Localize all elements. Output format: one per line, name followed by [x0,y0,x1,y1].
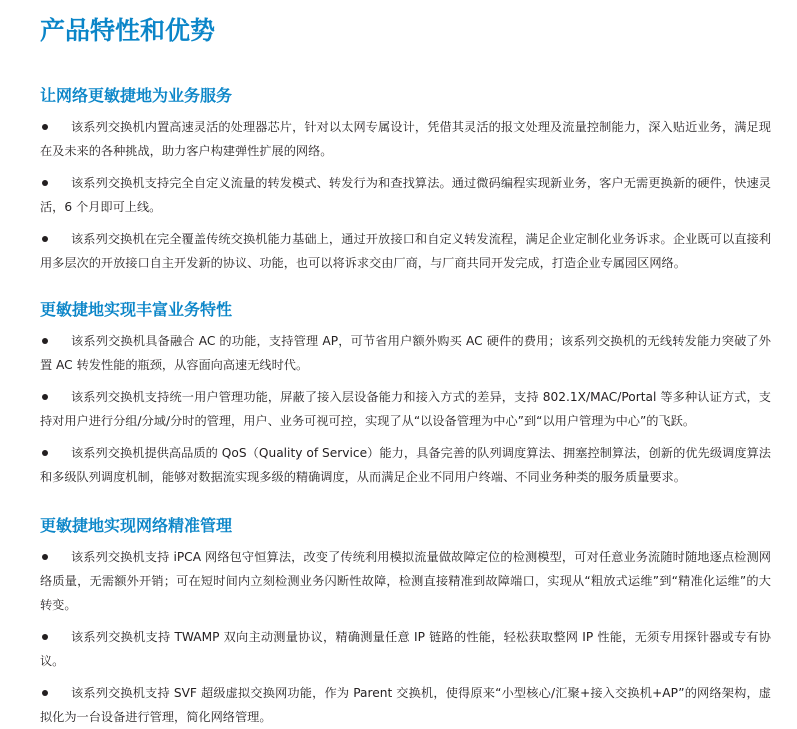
bullet-text: 该系列交换机支持统一用户管理功能，屏蔽了接入层设备能力和接入方式的差异，支持 802.1X/MAC/Portal 等多种认证方式，支持对用户进行分组/分域/分时的管理，用户、业务可视可控，实现了从“以设备管理为中心”到“以用户管理为中心”的飞跃。 [40,390,771,428]
bullet-list [40,115,771,275]
section-agile-business-network [40,86,771,275]
bullet-text: 该系列交换机支持 iPCA 网络包守恒算法，改变了传统利用模拟流量做故障定位的检测模型，可对任意业务流随时随地逐点检测网络质量，无需额外开销；可在短时间内立刻检测业务闪断性故障，检测直接精准到故障端口，实现从“粗放式运维”到“精准化运维”的大转变。 [40,550,771,612]
bullet-text: 该系列交换机支持完全自定义流量的转发模式、转发行为和查找算法。通过微码编程实现新业务，客户无需更换新的硬件，快速灵活，6 个月即可上线。 [40,176,771,214]
bullet-dot-icon [42,450,48,456]
bullet-dot-icon [42,180,48,186]
bullet-item [40,385,771,433]
bullet-text: 该系列交换机具备融合 AC 的功能，支持管理 AP，可节省用户额外购买 AC 硬件的费用；该系列交换机的无线转发能力突破了外置 AC 转发性能的瓶颈，从容面向高速无线时代。 [40,334,771,372]
bullet-dot-icon [42,690,48,696]
bullet-dot-icon [42,236,48,242]
bullet-list [40,545,771,729]
bullet-dot-icon [42,124,48,130]
section-heading: 更敏捷地实现网络精准管理 [40,516,233,535]
section-heading: 更敏捷地实现丰富业务特性 [40,300,233,319]
bullet-text: 该系列交换机支持 SVF 超级虚拟交换网功能，作为 Parent 交换机，使得原来“小型核心/汇聚+接入交换机+AP”的网络架构，虚拟化为一台设备进行管理，简化网络管理。 [40,686,771,724]
bullet-dot-icon [42,554,48,560]
bullet-text: 该系列交换机在完全覆盖传统交换机能力基础上，通过开放接口和自定义转发流程，满足企业定制化业务诉求。企业既可以直接利用多层次的开放接口自主开发新的协议、功能，也可以将诉求交由厂商，与厂商共同开发完成，打造企业专属园区网络。 [40,232,771,270]
bullet-dot-icon [42,338,48,344]
bullet-dot-icon [42,634,48,640]
bullet-text: 该系列交换机提供高品质的 QoS（Quality of Service）能力，具备完善的队列调度算法、拥塞控制算法，创新的优先级调度算法和多级队列调度机制，能够对数据流实现多级的精确调度，从而满足企业不同用户终端、不同业务种类的服务质量要求。 [40,446,771,484]
section-rich-service-features [40,300,771,489]
bullet-item [40,227,771,275]
bullet-item [40,625,771,673]
bullet-list [40,329,771,489]
bullet-dot-icon [42,394,48,400]
bullet-item [40,681,771,729]
bullet-item [40,171,771,219]
bullet-text: 该系列交换机内置高速灵活的处理器芯片，针对以太网专属设计，凭借其灵活的报文处理及流量控制能力，深入贴近业务，满足现在及未来的各种挑战，助力客户构建弹性扩展的网络。 [40,120,771,158]
page-title: 产品特性和优势 [40,16,216,45]
section-heading: 让网络更敏捷地为业务服务 [40,86,233,105]
bullet-text: 该系列交换机支持 TWAMP 双向主动测量协议，精确测量任意 IP 链路的性能，轻松获取整网 IP 性能，无须专用探针器或专有协议。 [40,630,771,668]
bullet-item [40,545,771,617]
bullet-item [40,329,771,377]
section-precise-network-management [40,516,771,729]
bullet-item [40,115,771,163]
bullet-item [40,441,771,489]
